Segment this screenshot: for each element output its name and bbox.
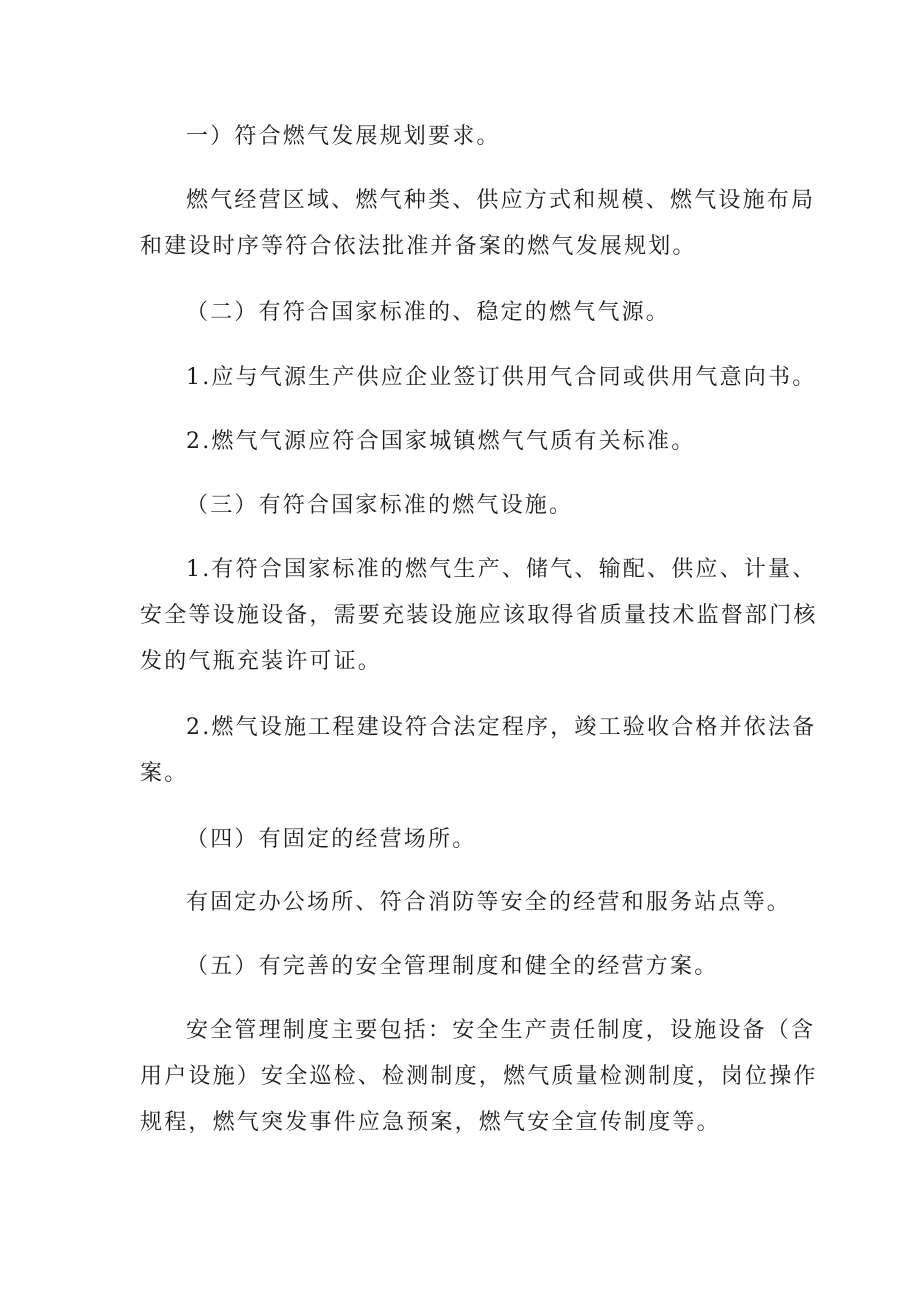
paragraph-plan-details-cont [140, 222, 697, 272]
line: 有固定办公场所、符合消防等安全的经营和服务站点等。 [186, 890, 792, 915]
item-facilities-construction-cont [140, 749, 188, 799]
paragraph-plan-details [186, 176, 815, 226]
line: 和建设时序等符合依法批准并备案的燃气发展规划。 [140, 234, 697, 259]
heading-5-safety-management [186, 942, 718, 992]
line: 案。 [140, 761, 189, 786]
line: 2.燃气气源应符合国家城镇燃气气质有关标准。 [186, 429, 696, 454]
heading-1-gas-plan [186, 112, 501, 162]
heading-2-gas-source [186, 288, 670, 338]
line: 发的气瓶充装许可证。 [140, 649, 383, 674]
line: （五）有完善的安全管理制度和健全的经营方案。 [186, 954, 719, 979]
line: 一）符合燃气发展规划要求。 [186, 124, 501, 149]
item-facilities-equipment-cont [140, 637, 382, 687]
paragraph-premises-details [186, 878, 791, 928]
heading-3-gas-facilities [186, 481, 573, 531]
item-source-quality [186, 417, 695, 467]
item-facilities-equipment-cont [140, 591, 818, 641]
line: （四）有固定的经营场所。 [186, 827, 477, 852]
line: 1.有符合国家标准的燃气生产、储气、输配、供应、计量、 [186, 557, 817, 582]
item-facilities-construction [186, 703, 816, 753]
line: 安全管理制度主要包括：安全生产责任制度，设施设备（含 [186, 1018, 816, 1043]
item-source-contract [186, 353, 816, 403]
line: 规程，燃气突发事件应急预案，燃气安全宣传制度等。 [140, 1110, 721, 1135]
line: 安全等设施设备，需要充装设施应该取得省质量技术监督部门核 [140, 603, 818, 628]
line: 燃气经营区域、燃气种类、供应方式和规模、燃气设施布局 [186, 188, 816, 213]
paragraph-safety-details [186, 1006, 815, 1056]
line: 2.燃气设施工程建设符合法定程序，竣工验收合格并依法备 [186, 715, 817, 740]
paragraph-safety-details-cont [140, 1098, 721, 1148]
line: （三）有符合国家标准的燃气设施。 [186, 493, 574, 518]
line: 1.应与气源生产供应企业签订供用气合同或供用气意向书。 [186, 365, 817, 390]
heading-4-premises [186, 815, 476, 865]
line: （二）有符合国家标准的、稳定的燃气气源。 [186, 300, 671, 325]
paragraph-safety-details-cont [140, 1052, 818, 1102]
item-facilities-equipment [186, 545, 816, 595]
line: 用户设施）安全巡检、检测制度，燃气质量检测制度，岗位操作 [140, 1064, 818, 1089]
